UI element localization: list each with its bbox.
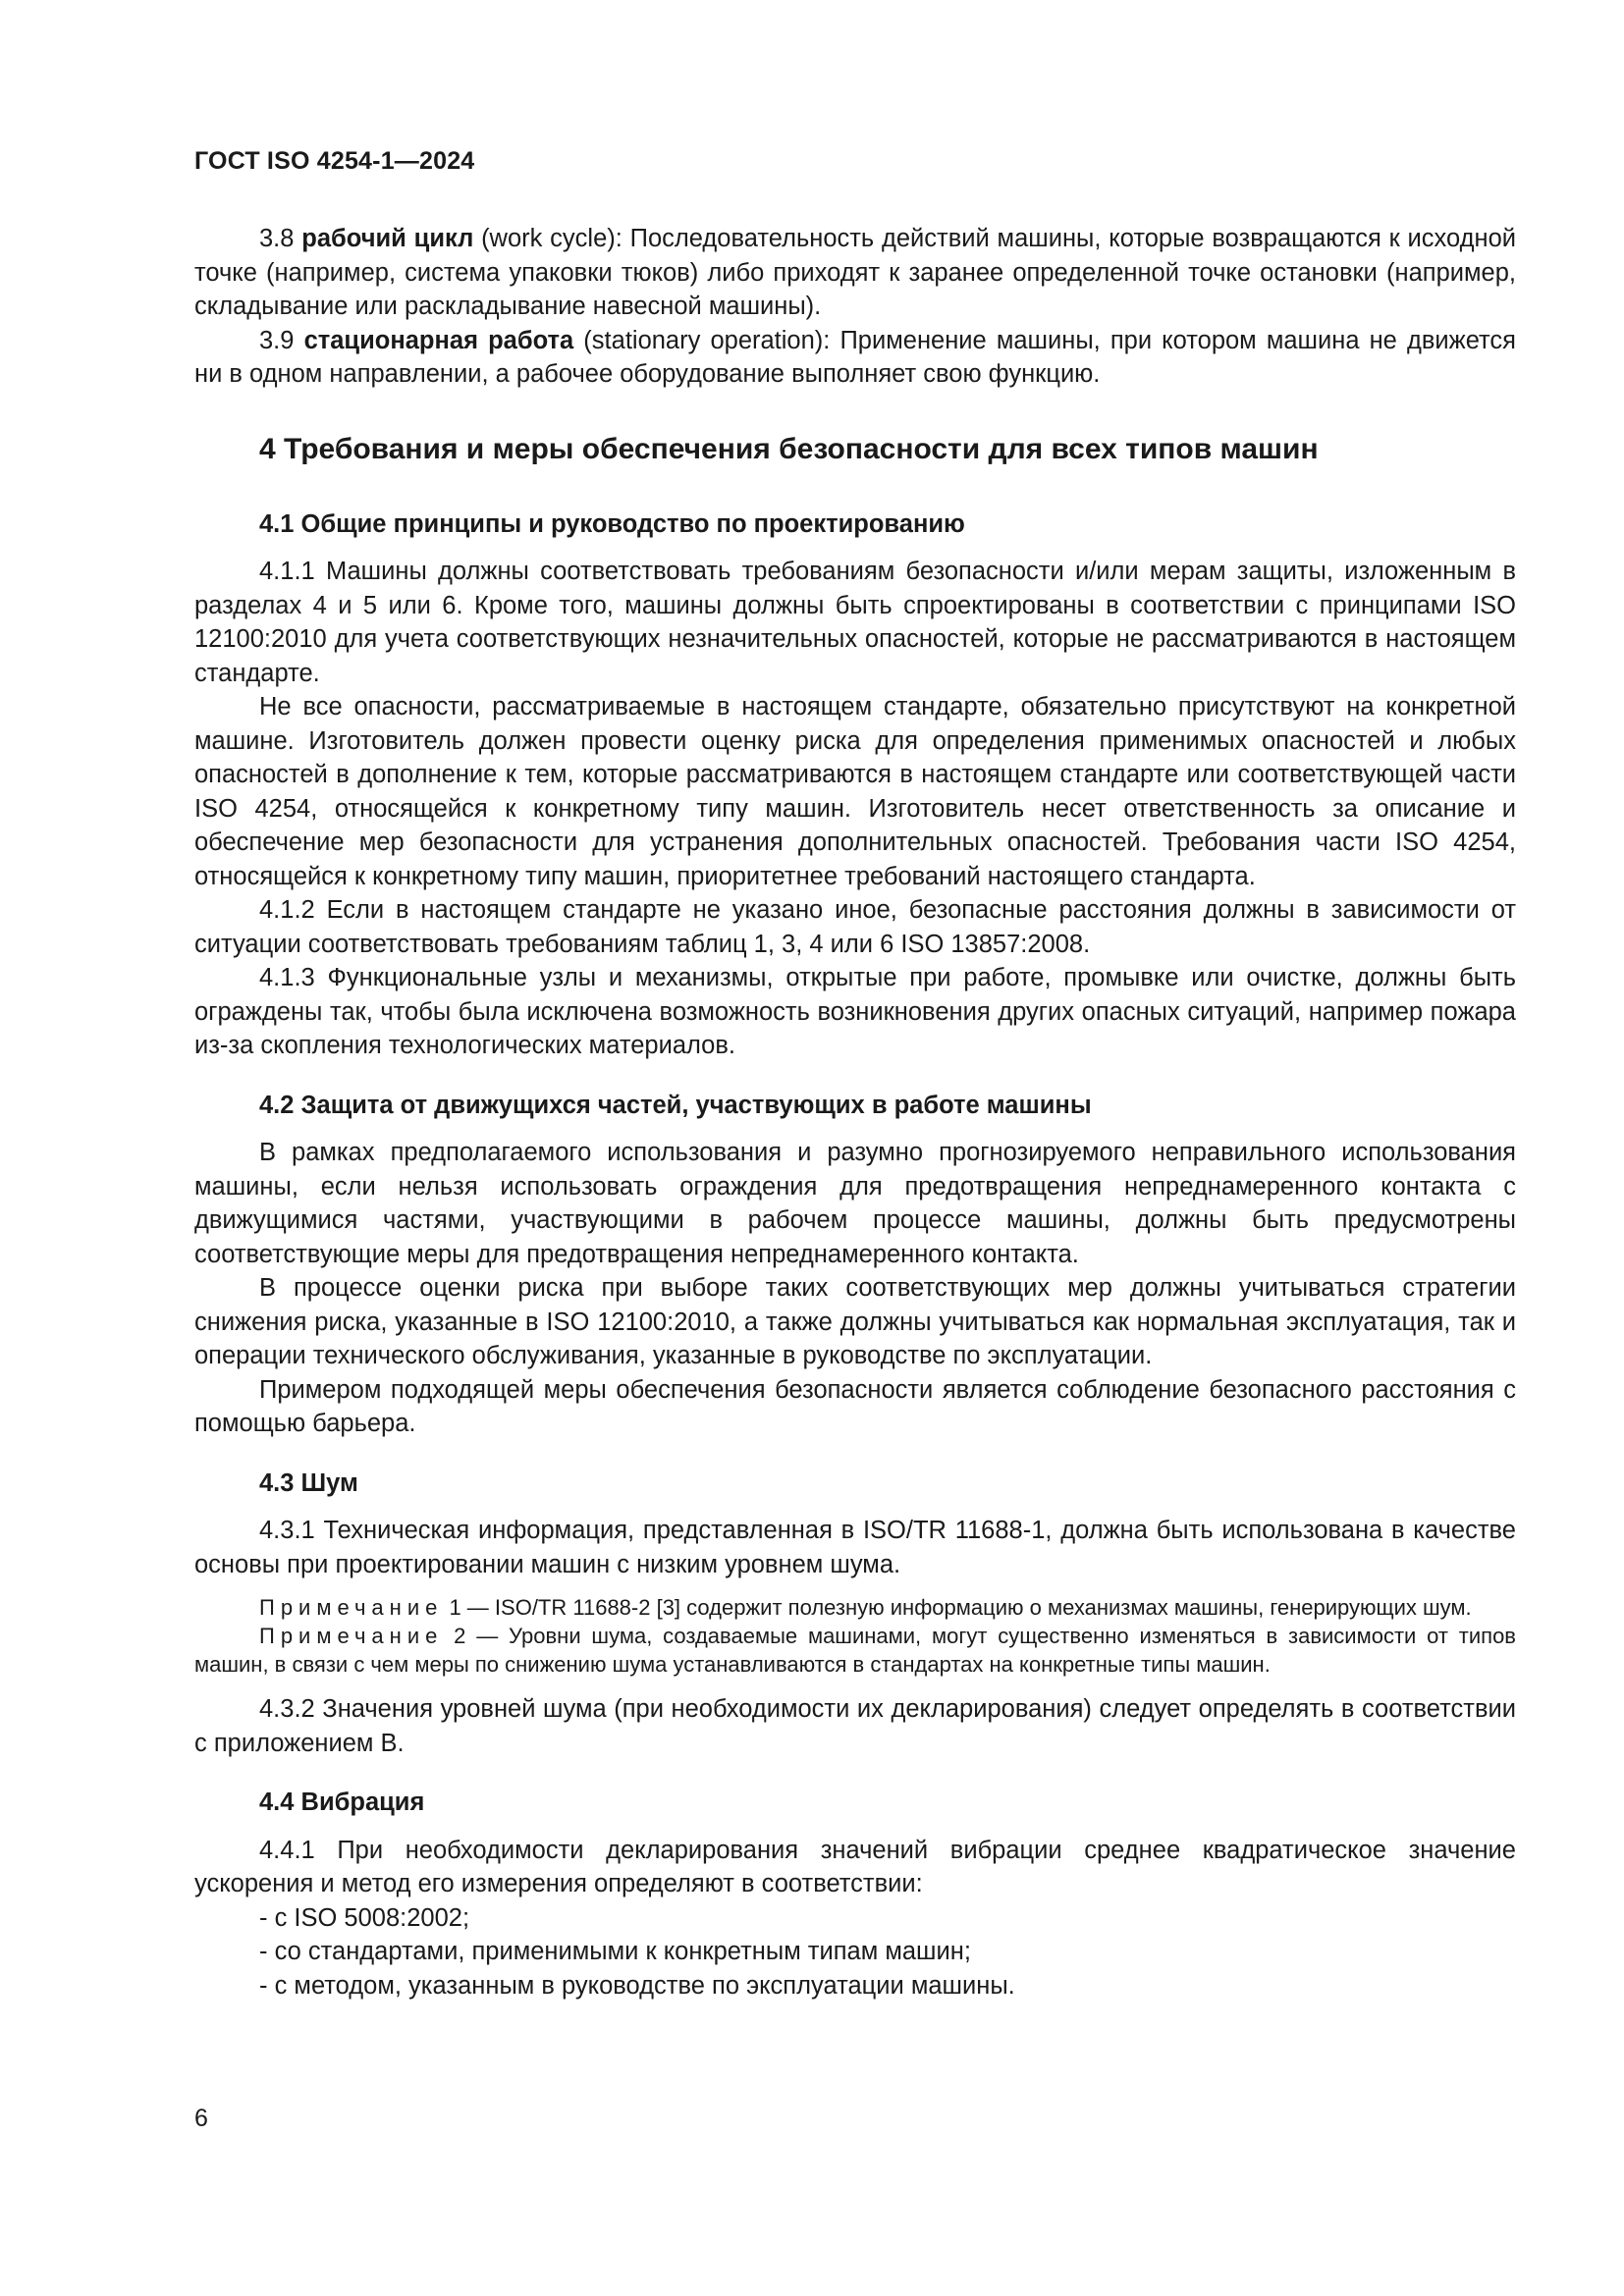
paragraph: Примером подходящей меры обеспечения безопасности является соблюдение безопасного расстояния с помощью барьера. bbox=[194, 1375, 1516, 1437]
term: рабочий цикл bbox=[301, 225, 474, 252]
document-header: ГОСТ ISO 4254-1—2024 bbox=[194, 147, 475, 175]
list-item: - со стандартами, применимыми к конкретным типам машин; bbox=[259, 1938, 971, 1965]
section-4-1-title: 4.1 Общие принципы и руководство по проектированию bbox=[259, 509, 965, 538]
page-number: 6 bbox=[194, 2105, 208, 2132]
notes bbox=[194, 1593, 1516, 1679]
note-text: 2 — Уровни шума, создаваемые машинами, могут существенно изменяться в зависимости от типов машин, в связи с чем меры по снижению шума устанавливаются в стандартах на конкретные типы машин. bbox=[194, 1624, 1516, 1677]
list-item: - с ISO 5008:2002; bbox=[259, 1903, 470, 1932]
clause-number: 3.8 bbox=[259, 225, 295, 252]
paragraph: 4.1.1 Машины должны соответствовать требованиям безопасности и/или мерам защиты, изложенным в разделах 4 и 5 или 6. Кроме того, машины должны быть спроектированы в соответствии с принципами ISO 12100:2010 для учета соответствующих незначительных опасностей, которые не рассматриваются в настоящем стандарте. bbox=[194, 558, 1516, 687]
section-4-2-title: 4.2 Защита от движущихся частей, участвующих в работе машины bbox=[259, 1091, 1092, 1119]
note-text: 1 — ISO/TR 11688-2 [3] содержит полезную информацию о механизмах машины, генерирующих шум. bbox=[443, 1595, 1472, 1620]
section-4-title: 4 Требования и меры обеспечения безопасности для всех типов машин bbox=[259, 432, 1319, 465]
section-4-3-title: 4.3 Шум bbox=[259, 1468, 358, 1497]
paragraph: 4.4.1 При необходимости декларирования значений вибрации среднее квадратическое значение ускорения и метод его измерения определяют в соответствии: bbox=[194, 1836, 1516, 1897]
section-4-4-title: 4.4 Вибрация bbox=[259, 1789, 425, 1816]
note-label: Примечание bbox=[259, 1624, 444, 1648]
paragraph: 4.1.2 Если в настоящем стандарте не указано иное, безопасные расстояния должны в зависимости от ситуации соответствовать требованиям таблиц 1, 3, 4 или 6 ISO 13857:2008. bbox=[194, 896, 1516, 958]
paragraph: 4.3.2 Значения уровней шума (при необходимости их декларирования) следует определять в соответствии с приложением В. bbox=[194, 1695, 1516, 1757]
definition: (stationary operation): Применение машины, при котором машина не движется ни в одном направлении, а рабочее оборудование выполняет свою функцию. bbox=[194, 326, 1516, 388]
list-item: - с методом, указанным в руководстве по эксплуатации машины. bbox=[259, 1971, 1015, 2000]
note-1 bbox=[194, 1593, 1516, 1622]
note-label: Примечание bbox=[259, 1595, 444, 1620]
clause-3-8 bbox=[194, 222, 1516, 324]
page-content bbox=[194, 222, 1516, 2002]
term: стационарная работа bbox=[303, 326, 574, 354]
paragraph: 4.1.3 Функциональные узлы и механизмы, открытые при работе, промывке или очистке, должны быть ограждены так, чтобы была исключена возможность возникновения других опасных ситуаций, например пожара из-за скопления технологических материалов. bbox=[194, 964, 1516, 1059]
definition: (work cycle): Последовательность действий машины, которые возвращаются к исходной точке (например, система упаковки тюков) либо приходят к заранее определенной точке остановки (например, складывание или раскладывание навесной машины). bbox=[194, 225, 1516, 320]
clause-number: 3.9 bbox=[259, 326, 295, 354]
paragraph: В рамках предполагаемого использования и разумно прогнозируемого неправильного использования машины, если нельзя использовать ограждения для предотвращения непреднамеренного контакта с движущимися частями, участвующими в рабочем процессе машины, должны быть предусмотрены соответствующие меры для предотвращения непреднамеренного контакта. bbox=[194, 1139, 1516, 1268]
note-2 bbox=[194, 1622, 1516, 1679]
paragraph: В процессе оценки риска при выборе таких соответствующих мер должны учитываться стратегии снижения риска, указанные в ISO 12100:2010, а также должны учитываться как нормальная эксплуатация, так и операции технического обслуживания, указанные в руководстве по эксплуатации. bbox=[194, 1274, 1516, 1369]
bullet-list bbox=[194, 1901, 1516, 2003]
paragraph: Не все опасности, рассматриваемые в настоящем стандарте, обязательно присутствуют на конкретной машине. Изготовитель должен провести оценку риска для определения применимых опасностей и любых опасностей в дополнение к тем, которые рассматриваются в настоящем стандарте или соответствующей части ISO 4254, относящейся к конкретному типу машин. Изготовитель несет ответственность за описание и обеспечение мер безопасности для устранения дополнительных опасностей. Требования части ISO 4254, относящейся к конкретному типу машин, приоритетнее требований настоящего стандарта. bbox=[194, 693, 1516, 890]
paragraph: 4.3.1 Техническая информация, представленная в ISO/TR 11688-1, должна быть использована в качестве основы при проектировании машин с низким уровнем шума. bbox=[194, 1517, 1516, 1578]
clause-3-9 bbox=[194, 324, 1516, 392]
